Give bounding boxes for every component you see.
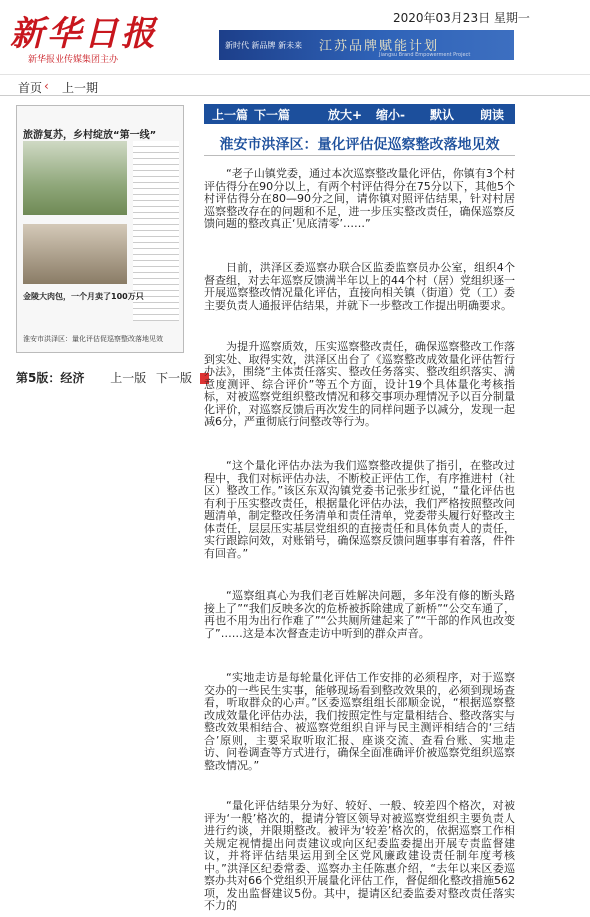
prev-article-button[interactable]: 上一篇 <box>212 108 249 122</box>
next-article-button[interactable]: 下一篇 <box>254 108 291 122</box>
next-page-link[interactable]: 下一版 <box>156 371 193 385</box>
thumbnail-photo <box>23 141 127 215</box>
site-logo[interactable]: 新华日报 <box>10 14 158 54</box>
page-thumbnail[interactable] <box>16 105 184 353</box>
nav-home-link[interactable]: 首页 <box>18 81 43 95</box>
banner-subtitle: Jiangsu Brand Empowerment Project <box>379 52 471 58</box>
zoom-out-button[interactable]: 缩小- <box>376 108 405 122</box>
read-aloud-button[interactable]: 朗读 <box>480 108 505 122</box>
page-label: 第5版： <box>16 371 61 385</box>
title-divider <box>204 155 515 156</box>
article-title: 淮安市洪泽区：量化评估促巡察整改落地见效 <box>219 137 500 153</box>
article-paragraph: 日前，洪泽区委巡察办联合区监委监察员办公室，组织4个督查组，对去年巡察反馈满半年以上的44个村（居）党组织逐一开展巡察整改情况量化评估，直接向相关镇（街道）党（工）委主要负责人通报评估结果，并就下一步整改工作提出明确要求。 <box>204 261 515 312</box>
article-paragraph: 为提升巡察质效，压实巡察整改责任，确保巡察整改工作落到实处、取得实效，洪泽区出台了《巡察整改成效量化评估暂行办法》，围绕“主体责任落实、整改任务落实、整改组织落实、满意度测评、综合评价”等五个方面，设计19个具体量化考核指标，对被巡察党组织整改情况和移交事项办理情况予以百分制量化评价，对巡察反馈后再次发生的同样问题予以减分，发现一起减6分，严重彻底行问整改等行为。 <box>204 340 515 428</box>
thumbnail-headline: 旅游复苏，乡村绽放“第一线” <box>23 130 157 141</box>
article-paragraph: “老子山镇党委，通过本次巡察整改量化评估，你镇有3个村评估得分在90分以上，有两个村评估得分在75分以下，其他5个村评估得分在80—90分之间，请你镇对照评估结果，针对村居巡察整改存在的问题和不足，进一步压实整改责任，确保巡察反馈问题的整改真正‘见底清零’……” <box>204 167 515 230</box>
thumbnail-subheadline: 金陵大肉包，一个月卖了100万只 <box>23 292 144 301</box>
banner-title: 江苏品牌赋能计划 <box>319 39 440 54</box>
thumbnail-bottom-title: 淮安市洪泽区：量化评估促巡察整改落地见效 <box>23 335 163 343</box>
ad-banner[interactable] <box>219 30 514 60</box>
article-paragraph: “量化评估结果分为好、较好、一般、较差四个格次，对被评为‘一般’格次的，提请分管区领导对被巡察党组织主要负责人进行约谈，并限期整改。被评为‘较差’格次的，依据巡察工作相关规定视情提出问责建议或向区纪委监委提出开展专责监督建议，并将评估结果运用到全区党风廉政建设责任制年度考核中。”洪泽区纪委常委、巡察办主任陈惠介绍，“去年以来区委巡察办共对66个党组织开展量化评估工作，督促细化整改措施562项，发出监督建议5份。其中，提请区纪委监委对整改责任落实不力的 <box>204 800 515 912</box>
article-paragraph: “实地走访是每轮量化评估工作安排的必须程序，对于巡察交办的一些民生实事，能够现场看到整改效果的，必须到现场查看，听取群众的心声。”区委巡察组组长邵顺金说，“根据巡察整改成效量化评估办法，我们按照定性与定量相结合、整改落实与整改效果相结合、被巡察党组织自评与民主测评相结合的‘三结合’原则，主要采取听取汇报、座谈交流、查看台账、实地走访、问卷调查等方式进行，确保全面准确评价被巡察党组织巡察整改情况。” <box>204 671 515 772</box>
previous-page-link[interactable]: 上一版 <box>110 371 147 385</box>
site-header <box>0 0 590 70</box>
article-toolbar <box>204 104 515 124</box>
article-paragraph: “这个量化评估办法为我们巡察整改提供了指引，在整改过程中，我们对标评估办法，不断校正评估工作，有序推进村（社区）整改工作。”该区东双沟镇党委书记张步红说，“量化评估也有利于压实整改责任，根据量化评估办法，我们严格按照整改问题清单，制定整改任务清单和责任清单，党委带头履行好整改主体责任，层层压实基层党组织的直接责任和具体负责人的责任，实行跟踪问效，对账销号，确保巡察反馈问题事事有着落，件件有回音。” <box>204 459 515 560</box>
thumbnail-photo-2 <box>23 224 127 284</box>
page-name-link[interactable]: 经济 <box>60 371 85 385</box>
page-info <box>16 369 209 386</box>
default-size-button[interactable]: 默认 <box>430 108 455 122</box>
home-arrow-icon: ‹ <box>44 79 49 93</box>
nav-previous-issue-link[interactable]: 上一期 <box>62 81 99 95</box>
banner-slogan: 新时代 新品牌 新未来 <box>225 41 303 50</box>
article-paragraph: “巡察组真心为我们老百姓解决问题，多年没有修的断头路接上了”“我们反映多次的危桥被拆除建成了新桥”“公交车通了，再也不用为出行作难了”“公共厕所建起来了”“干部的作风也改变了”……这是本次督查走访中听到的群众声音。 <box>204 589 515 640</box>
zoom-in-button[interactable]: 放大+ <box>328 108 363 122</box>
logo-subtitle: 新华报业传媒集团主办 <box>28 55 119 65</box>
issue-date: 2020年03月23日 星期一 <box>393 11 530 25</box>
top-nav <box>0 74 590 96</box>
